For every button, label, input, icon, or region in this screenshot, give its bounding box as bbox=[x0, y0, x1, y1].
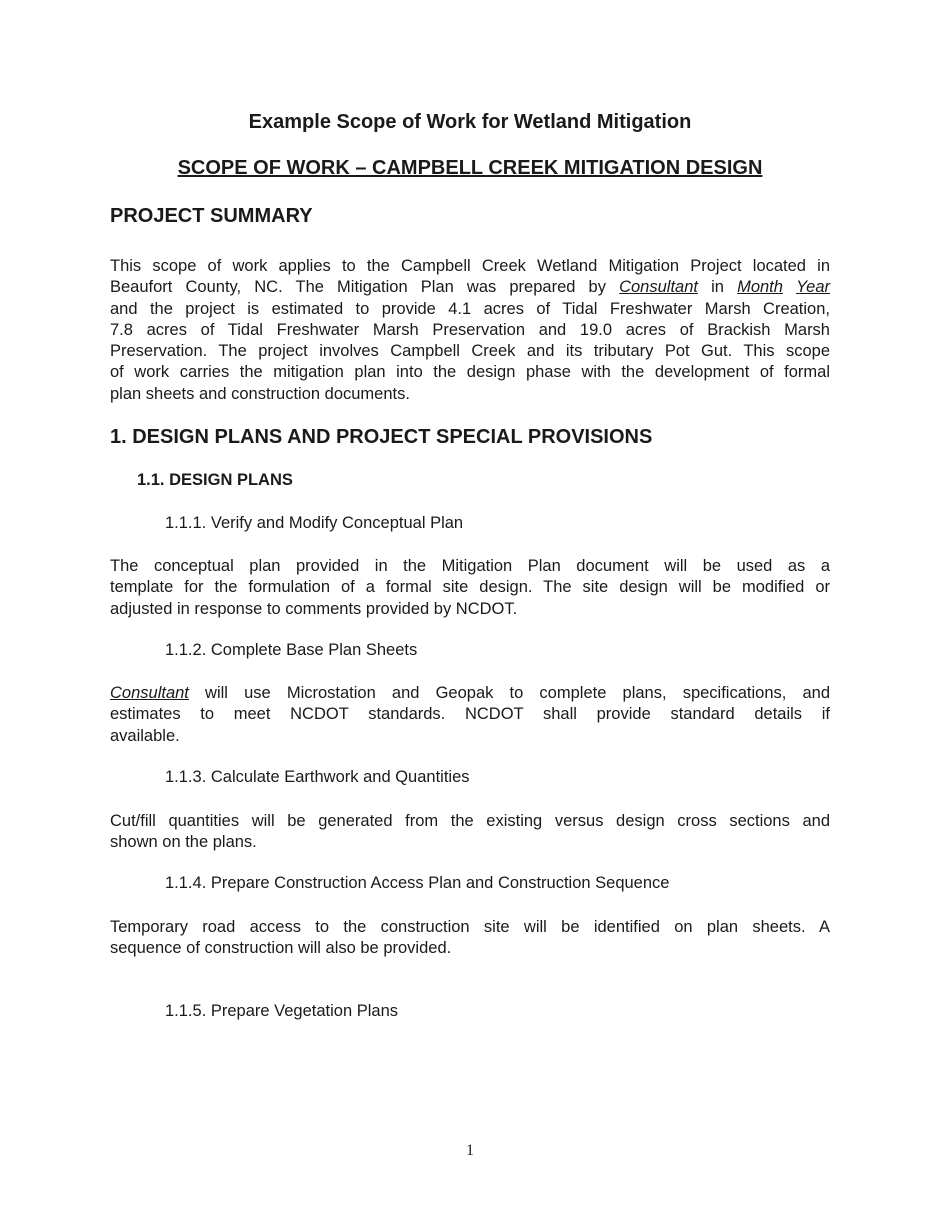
paragraph-construction-access bbox=[110, 917, 830, 960]
summary-line: plan sheets and construction documents. bbox=[110, 384, 410, 403]
item-construction-access: 1.1.4. Prepare Construction Access Plan and Construction Sequence bbox=[165, 874, 670, 892]
paragraph-line: Temporary road access to the construction site will be identified on plan sheets. A bbox=[110, 918, 830, 936]
month-placeholder: Month bbox=[737, 278, 783, 297]
summary-line: Preservation. The project involves Campbell Creek and its tributary Pot Gut. This scope bbox=[110, 342, 830, 361]
project-summary-heading: PROJECT SUMMARY bbox=[110, 205, 313, 227]
year-placeholder: Year bbox=[796, 278, 831, 297]
section-heading-design-plans: 1. DESIGN PLANS AND PROJECT SPECIAL PROVISIONS bbox=[110, 426, 653, 448]
item-verify-modify-plan: 1.1.1. Verify and Modify Conceptual Plan bbox=[165, 514, 464, 532]
document-title: Example Scope of Work for Wetland Mitigation bbox=[248, 111, 692, 133]
paragraph-line: Cut/fill quantities will be generated from the existing versus design cross sections and bbox=[110, 812, 830, 830]
paragraph-line: estimates to meet NCDOT standards. NCDOT shall provide standard details if bbox=[110, 705, 830, 724]
consultant-placeholder: Consultant bbox=[619, 278, 698, 297]
document-subtitle: SCOPE OF WORK – CAMPBELL CREEK MITIGATION DESIGN bbox=[177, 157, 763, 179]
consultant-placeholder: Consultant bbox=[110, 684, 189, 702]
summary-line: and the project is estimated to provide 4.1 acres of Tidal Freshwater Marsh Creation, bbox=[110, 299, 830, 318]
paragraph-line: Consultant will use Microstation and Geopak to complete plans, specifications, and bbox=[110, 684, 830, 702]
paragraph-verify-modify-plan bbox=[110, 556, 830, 620]
paragraph-line: shown on the plans. bbox=[110, 833, 257, 852]
paragraph-line: sequence of construction will also be provided. bbox=[110, 939, 452, 958]
paragraph-line: The conceptual plan provided in the Mitigation Plan document will be used as a bbox=[110, 557, 830, 575]
subsection-heading-design-plans: 1.1. DESIGN PLANS bbox=[137, 471, 293, 489]
summary-line: This scope of work applies to the Campbell Creek Wetland Mitigation Project located in bbox=[110, 257, 830, 275]
paragraph-line: adjusted in response to comments provided by NCDOT. bbox=[110, 599, 518, 618]
paragraph-base-plan-sheets bbox=[110, 683, 830, 747]
paragraph-line: available. bbox=[110, 726, 180, 745]
summary-line: Beaufort County, NC. The Mitigation Plan was prepared by Consultant in Month Year bbox=[110, 278, 831, 297]
item-earthwork-quantities: 1.1.3. Calculate Earthwork and Quantities bbox=[165, 768, 470, 786]
summary-line: of work carries the mitigation plan into the design phase with the development of formal bbox=[110, 363, 830, 382]
page-number: 1 bbox=[466, 1142, 474, 1159]
item-base-plan-sheets: 1.1.2. Complete Base Plan Sheets bbox=[165, 641, 418, 659]
paragraph-earthwork-quantities bbox=[110, 811, 830, 854]
summary-line: 7.8 acres of Tidal Freshwater Marsh Preservation and 19.0 acres of Brackish Marsh bbox=[110, 320, 830, 339]
project-summary-paragraph bbox=[110, 256, 830, 405]
item-vegetation-plans: 1.1.5. Prepare Vegetation Plans bbox=[165, 1002, 398, 1020]
paragraph-line: template for the formulation of a formal site design. The site design will be modified or bbox=[110, 578, 830, 597]
